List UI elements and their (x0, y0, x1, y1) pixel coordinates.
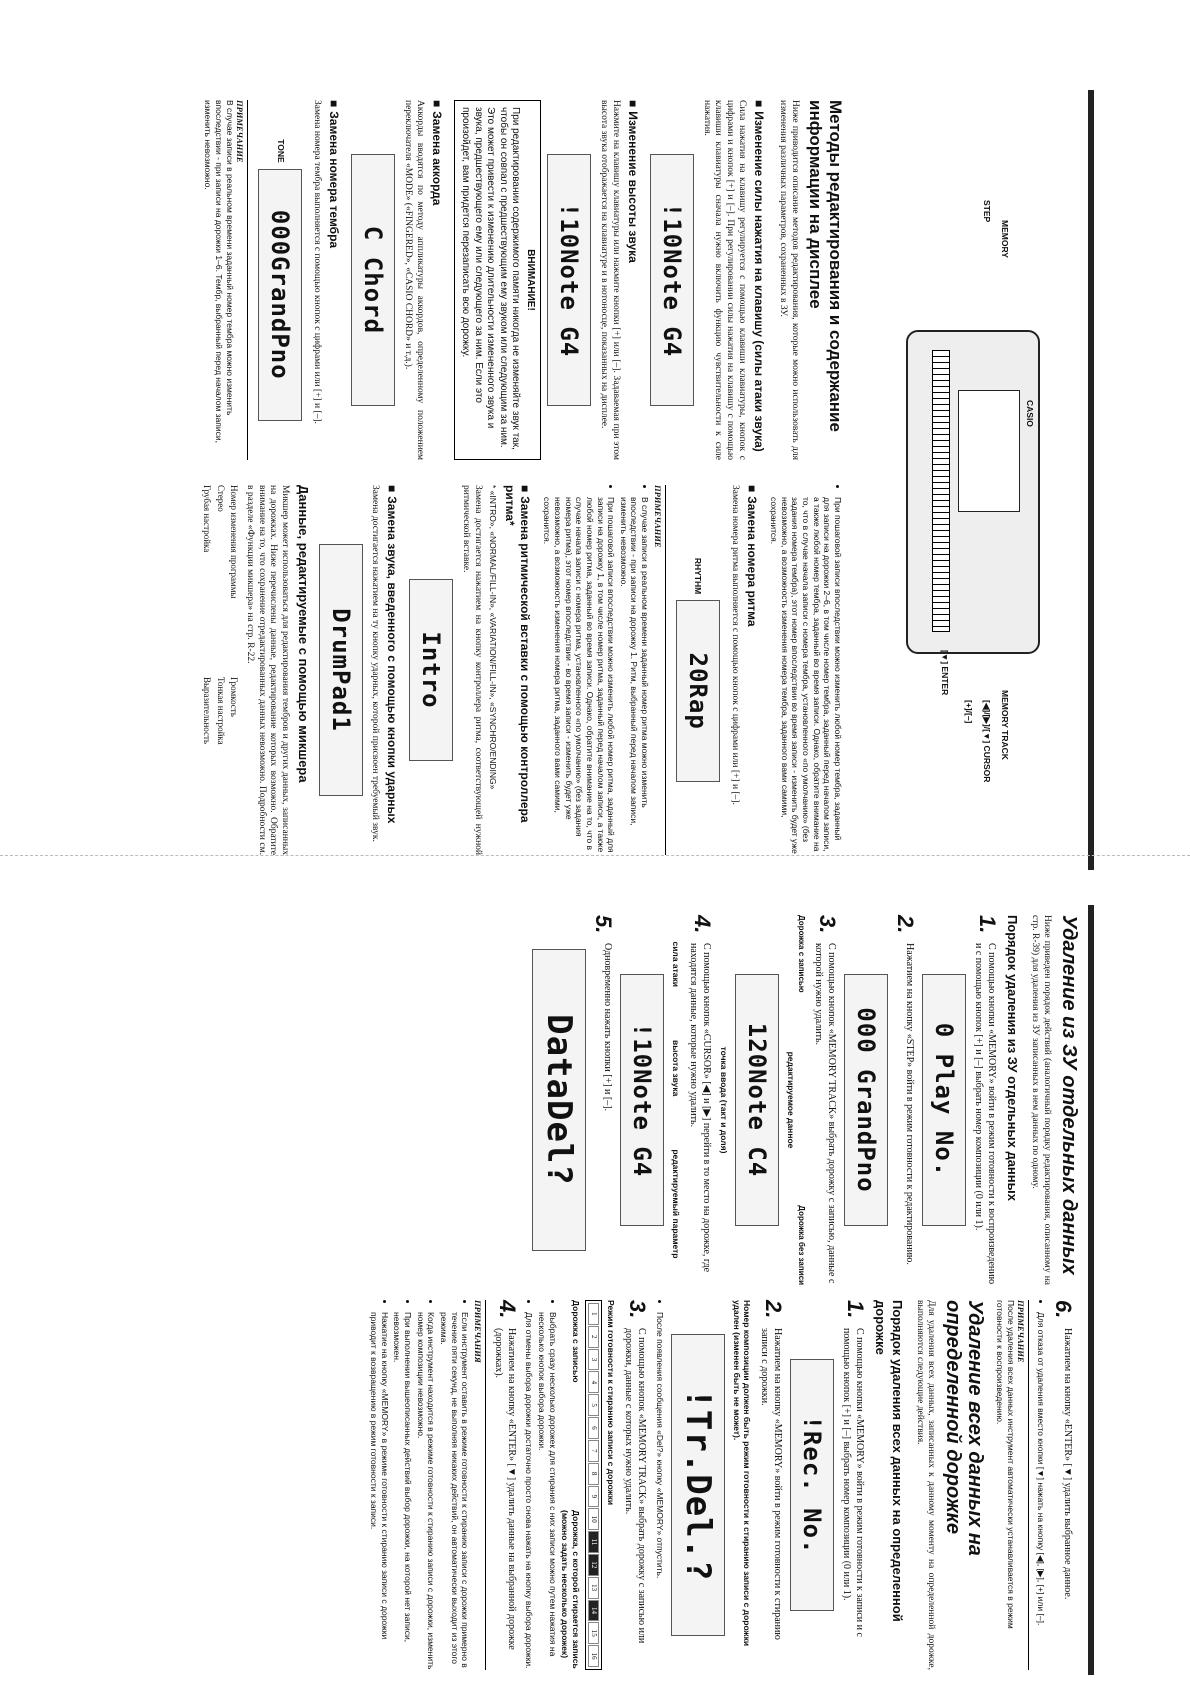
lcd-note-c4: 120Note C4 (735, 974, 779, 1226)
step6-bullets (1035, 1300, 1046, 1670)
track-number: 13 (588, 1577, 599, 1599)
delete-single-title: Удаление из ЗУ отдельных данных (1058, 915, 1080, 1275)
step-number: 2. (761, 1300, 787, 1319)
callout-entry-point: точка ввода (такт и доля) (719, 1046, 730, 1154)
tone-heading: ■ Замена номера тембра (326, 100, 341, 460)
delete-note-text: После удаления всех данных инструмент автоматически устанавливается в режим готовности к воспроизведению. (995, 1300, 1016, 1629)
lcd-rhythm-label: RHYTHM (693, 557, 704, 595)
track-number: 6 (588, 1417, 599, 1439)
velocity-heading: ■ Изменение силы нажатия на клавишу (силы атаки звука) (751, 100, 766, 460)
track-number: 5 (588, 1394, 599, 1416)
center-divider (0, 855, 1190, 857)
lcd-tr-del: !Tr.Del.? (671, 1334, 725, 1636)
rhythm-text: Замена номера ритма выполняется с помощью кнопок с цифрами или [+] и [–]. (729, 485, 740, 805)
section-title: Методы редактирования и содержание информации на дисплее (806, 100, 845, 432)
note-item: • Если инструмент оставить в режиме готовности к стиранию записи с дорожки примерно в течение пяти секунд, не выполняя никаких действий, он автоматически выходит из этого режима. (438, 1312, 470, 1670)
step-number: 3. (815, 915, 840, 934)
track-diagram (585, 1300, 602, 1670)
step-text: Нажатием на кнопку «MEMORY» войти в режим готовности к стиранию записи с дорожки. (759, 1328, 784, 1640)
label-memory: MEMORY (1000, 220, 1010, 258)
track-number: 3 (588, 1349, 599, 1371)
mixer-items (201, 485, 239, 855)
mixer-text: Микшер может использоваться для редактирования тембров и других данных, записанных на дорожках. Ниже перечислены данные, редактирование которых возможно. Обратите внимание на то, что сохранение отредактированных данных невозможно. Подробности см. в разделе «Функции микшера» на стр. R-22. (244, 485, 291, 855)
tone-text: Замена номера тембра выполняется с помощью кнопок с цифрами или [+] и [–]. (312, 100, 323, 424)
lcd-rec-no: !Rec. No. (790, 1359, 834, 1611)
step-number: 3. (625, 1300, 651, 1319)
lcd-grandpno: 000 GrandPno (844, 974, 888, 1226)
keyboard-illustration (850, 90, 1100, 870)
bottom-left-column (526, 915, 1080, 1285)
track-step-1 (840, 1300, 869, 1670)
step-number: 2. (893, 915, 918, 934)
step-6 (1052, 1300, 1074, 1670)
track-step-2 (758, 1300, 787, 1670)
lcd-tone: 000GrandPno (258, 169, 302, 421)
lcd-play-no: 0 Play No. (922, 974, 966, 1226)
track-number: 1 (588, 1303, 599, 1325)
step-text: С помощью кнопки «MEMORY» войти в режим готовности к воспроизведению и с помощью кнопок [+] и [–] выбрать номер композиции (0 или 1). (973, 943, 997, 1285)
step2-bullets (654, 1300, 665, 1670)
rhythm-note: • При пошаговой записи впоследствии можно изменить любой номер ритма, заданный для записи на дорожку 1, в том числе номер ритма, заданный перед началом записи, а также любой номер ритма, заданный во время записи. Однако, обратите внимание на то, что в случае начала записи с номера ритма, установленного «по умолчанию» (без задания номера ритма), этот номер впоследствии - во время записи - изменить будет уже невозможно, а возможность изменения номера ритма, заданного вами самими, сохранится. (542, 497, 616, 855)
label-plus-minus: [+]/[–] (964, 700, 974, 724)
callout-with-record: Дорожка с записью (797, 915, 806, 993)
mixer-item: Тонкая настройка (215, 677, 226, 745)
callout-velocity: сила атаки (670, 941, 681, 988)
bottom-top-bar (1088, 905, 1094, 1675)
step6-bullet: • Для отказа от удаления вместо кнопки [▼] нажать на кнопку [◀], [▶], [+] или [–]. (1035, 1312, 1046, 1670)
callout-pitch: высота звука (670, 1039, 681, 1097)
tone-bullet: • При пошаговой записи впоследствии можно изменить любой номер тембра, заданный для записи на дорожки 2–6, в том числе номер тембра, заданный перед началом записи, а также любой номер тембра, заданный во время записи. Однако, обратите внимание на то, что в случае начала записи с номера тембра, установленного «по умолчанию» (без задания номера тембра), этот номер впоследствии во время записи - изменить будет уже невозможно, а возможность изменения номера тембра, заданного вами самими, сохранится. (769, 497, 843, 855)
callout-param: редактируемый параметр (670, 1149, 681, 1259)
step-number: 4. (494, 1300, 520, 1319)
diagram-with-record: Дорожка с записью (571, 1300, 581, 1383)
note-item: • Когда инструмент находится в режиме готовности к стиранию записи с дорожки, изменить номер композиции невозможно. (415, 1312, 436, 1670)
mixer-item: Номер изменения программы (228, 485, 239, 599)
callout-no-record: Дорожка без записи (797, 1205, 806, 1285)
delete-track-title: Удаление всех данных на определенной дорожке (942, 1300, 987, 1556)
callout-edited: редактируемое данное (786, 1051, 796, 1149)
step-text: Одновременно нажать кнопки [+] и [–]. (602, 943, 614, 1112)
delete-note-title: ПРИМЕЧАНИЕ (1016, 1300, 1030, 1670)
top-spread (80, 90, 1100, 870)
notes-list (369, 1300, 471, 1670)
rhythm-heading: ■ Замена номера ритма (744, 485, 759, 855)
step3-bullet: • Выбрать сразу несколько дорожек для стирания с них записи можно путем нажатия на несколько кнопок выбора дорожки. (537, 1312, 558, 1670)
step-number: 4. (689, 915, 715, 934)
diagram-selected: Дорожка, с которой стирается запись (можно задать несколько дорожек) (560, 1510, 581, 1669)
mixer-item: Грубая настройка (202, 485, 213, 553)
track-number: 2 (588, 1326, 599, 1348)
controller-text: Замена достигается нажатием на кнопку контроллера ритма, соответствующей нужной ритмической вставке. (461, 485, 484, 855)
controller-heading: ■ Замена ритмической вставки с помощью контроллера ритма* (502, 485, 532, 855)
delete-track-intro: Для удаления всех данных, записанных к данному моменту на определенной дорожке, выполняются следующие действия. (914, 1300, 937, 1670)
step-text: С помощью кнопок «CURSOR» [◀] и [▶] перейти в то место на дорожке, где находятся данные, которые нужно удалить. (687, 943, 712, 1273)
drumpad-heading: ■ Замена звука, введенного с помощью кнопки ударных (385, 485, 400, 855)
notes-title: ПРИМЕЧАНИЯ (472, 1300, 486, 1670)
label-memory-track: MEMORY TRACK (1000, 690, 1010, 760)
lcd-chord: C Chord (351, 154, 395, 406)
label-step: STEP (982, 200, 992, 223)
track-number: 9 (588, 1486, 599, 1508)
top-right-column (201, 485, 845, 855)
track-number: 12 (588, 1554, 599, 1576)
bottom-spread (80, 905, 1100, 1675)
chord-heading: ■ Замена аккорда (429, 100, 444, 460)
diagram-caption: Режим готовности к стиранию записи с дорожки (606, 1300, 617, 1506)
controller-items: * «INTRO», «NORMAL/FILL-IN», «VARIATION/FILL-IN», «SYNCHRO/ENDING» (487, 485, 498, 790)
chord-text: Аккорды вводятся по методу аппликатуры аккордов, определенному положением переключателя «MODE» («FINGERED», «CASIO CHORD» и т.д.). (403, 100, 425, 460)
step2-note: Номер композиции должен быть режим готовности к стиранию записи с дорожки удален (изменен быть не может). (731, 1300, 753, 1647)
step3-bullet: • Для отмены выбора дорожки достаточно просто снова нажать на кнопку выбора дорожки. (524, 1312, 535, 1670)
lcd-rhythm: 20Rap (676, 600, 720, 782)
step-text: С помощью кнопок «MEMORY TRACK» выбрать дорожку с записью или дорожки, данные с которых нужно удалить. (623, 1328, 648, 1644)
label-enter: [▼] ENTER (940, 650, 950, 696)
step2-bullet: • После появления сообщения «Del?» кнопку «MEMORY» отпустить. (654, 1312, 665, 1670)
step-text: С помощью кнопки «MEMORY» войти в режим готовности к записи и с помощью кнопок [+] и [–] выбрать номер композиции (0 или 1). (841, 1328, 866, 1637)
brand-logo: CASIO (1025, 400, 1035, 427)
step3-bullets (524, 1300, 558, 1670)
tone-bullets (769, 485, 843, 855)
intro-text: Ниже приводится описание методов редактирования, которые можно использовать для изменения различных параметров, сохраненных в ЗУ. (778, 100, 800, 460)
lcd-velocity: !10Note G4 (650, 154, 694, 406)
mixer-item: Стерео (215, 485, 226, 512)
step-number: 6. (1051, 1300, 1076, 1319)
track-number: 4 (588, 1371, 599, 1393)
track-step-3 (622, 1300, 651, 1670)
warning-box (454, 100, 541, 460)
bottom-right-column (367, 1300, 1080, 1670)
delete-track-procedure: Порядок удаления всех данных на определенной дорожке (873, 1300, 905, 1622)
note-item: • При выполнении вышеописанных действий выбор дорожки, на которой нет записи, невозможен. (392, 1312, 413, 1670)
drumpad-text: Замена достигается нажатием на ту кнопку ударных, которой присвоен требуемый звук. (370, 485, 381, 842)
rhythm-note-title: ПРИМЕЧАНИЕ (652, 485, 666, 855)
track-number: 11 (588, 1531, 599, 1553)
step-3 (812, 915, 838, 1285)
velocity-text: Сила нажатия на клавишу регулируется с помощью клавиши клавиатуры, кнопок с цифрами и кнопок [+] и [–]. При регулировании силы нажатия на клавишу с помощью клавиши клавиатуры сначала нужно включить функцию чувствительности к силе нажатия. (701, 100, 748, 460)
top-left-column (203, 100, 845, 460)
step-number: 1. (843, 1300, 869, 1319)
track-number: 16 (588, 1645, 599, 1667)
lcd-datadel: DataDel? (532, 949, 586, 1251)
track-number: 8 (588, 1463, 599, 1485)
label-cursor: [◀]/[▶]/[▼] CURSOR (982, 700, 992, 783)
lcd-intro: Intro (410, 579, 454, 761)
step-4 (687, 915, 713, 1285)
step-text: С помощью кнопок «MEMORY TRACK» выбрать дорожку с записью, данные с которой нужно удалить. (813, 943, 837, 1284)
track-number: 10 (588, 1508, 599, 1530)
step-2 (894, 915, 916, 1285)
mixer-item: Выразительность (202, 677, 213, 745)
delete-single-intro: Ниже приведен порядок действий (аналогичный порядку редактирования, описанному на стр. R-39) для удаления из ЗУ записанных в нем данных по одному. (1030, 915, 1052, 1285)
track-number: 15 (588, 1622, 599, 1644)
step-number: 5. (591, 915, 617, 934)
warning-title: ВНИМАНИЕ! (524, 249, 536, 311)
note-title: ПРИМЕЧАНИЕ (235, 100, 249, 460)
note-text: В случае записи в реальном времени заданный номер тембра можно изменить впоследствии - при записи на дорожки 1–6. Тембр, выбранный перед началом записи, изменить невозможно. (203, 100, 235, 443)
lcd-drumpad: DrumPad1 (319, 544, 363, 796)
step-text: Нажатием на кнопку «ENTER» [▼] удалить данные на выбранной дорожке (дорожках). (492, 1328, 517, 1650)
delete-single-procedure: Порядок удаления из ЗУ отдельных данных (1005, 915, 1021, 1201)
step-text: Нажатием на кнопку «STEP» войти в режим готовности к редактированию. (904, 943, 915, 1265)
step-1 (972, 915, 998, 1285)
step-5 (591, 915, 617, 1285)
mixer-heading: Данные, редактируемые с помощью микшера (295, 485, 311, 783)
lcd-pitch: !10Note G4 (547, 154, 591, 406)
pitch-heading: ■ Изменение высоты звука (625, 100, 640, 460)
pitch-text: Нажмите на клавишу клавиатуры или нажмите кнопки [+] или [–]. Задаваемая при этом высота звука отображается на клавиатуре и в нотоносце, показанных на дисплее. (598, 100, 621, 460)
mixer-item: Громкость (228, 677, 239, 717)
note-item: • Нажатие на кнопку «MEMORY» в режиме готовности к стиранию записи с дорожки приводит к возвращению в режим готовности к записи. (369, 1312, 390, 1670)
step-text: Нажатием на кнопку «ENTER» [▼] удалить выбранное данное. (1062, 1328, 1073, 1600)
step-number: 1. (975, 915, 1000, 934)
track-number: 14 (588, 1600, 599, 1622)
track-number: 7 (588, 1440, 599, 1462)
warning-text: При редактировании содержимого памяти никогда не изменяйте звук так, чтобы он совпал с предшествующим ему звуком или следующим за ним. Это может привести к изменению длительности измененного звука и звука, предшествующего ему или следующего за ним. Если это произойдет, вам придется перезаписать всю дорожку. (460, 107, 522, 450)
rhythm-notes (542, 485, 650, 855)
track-step-4 (492, 1300, 518, 1670)
rhythm-note: • В случае записи в реальном времени заданный номер ритма можно изменить впоследствии - при записи на дорожку 1. Ритм, выбранный перед началом записи, изменить невозможно. (618, 497, 650, 855)
lcd-tone-label: TONE (275, 139, 286, 163)
lcd-note-g4: !10Note G4 (620, 974, 664, 1226)
